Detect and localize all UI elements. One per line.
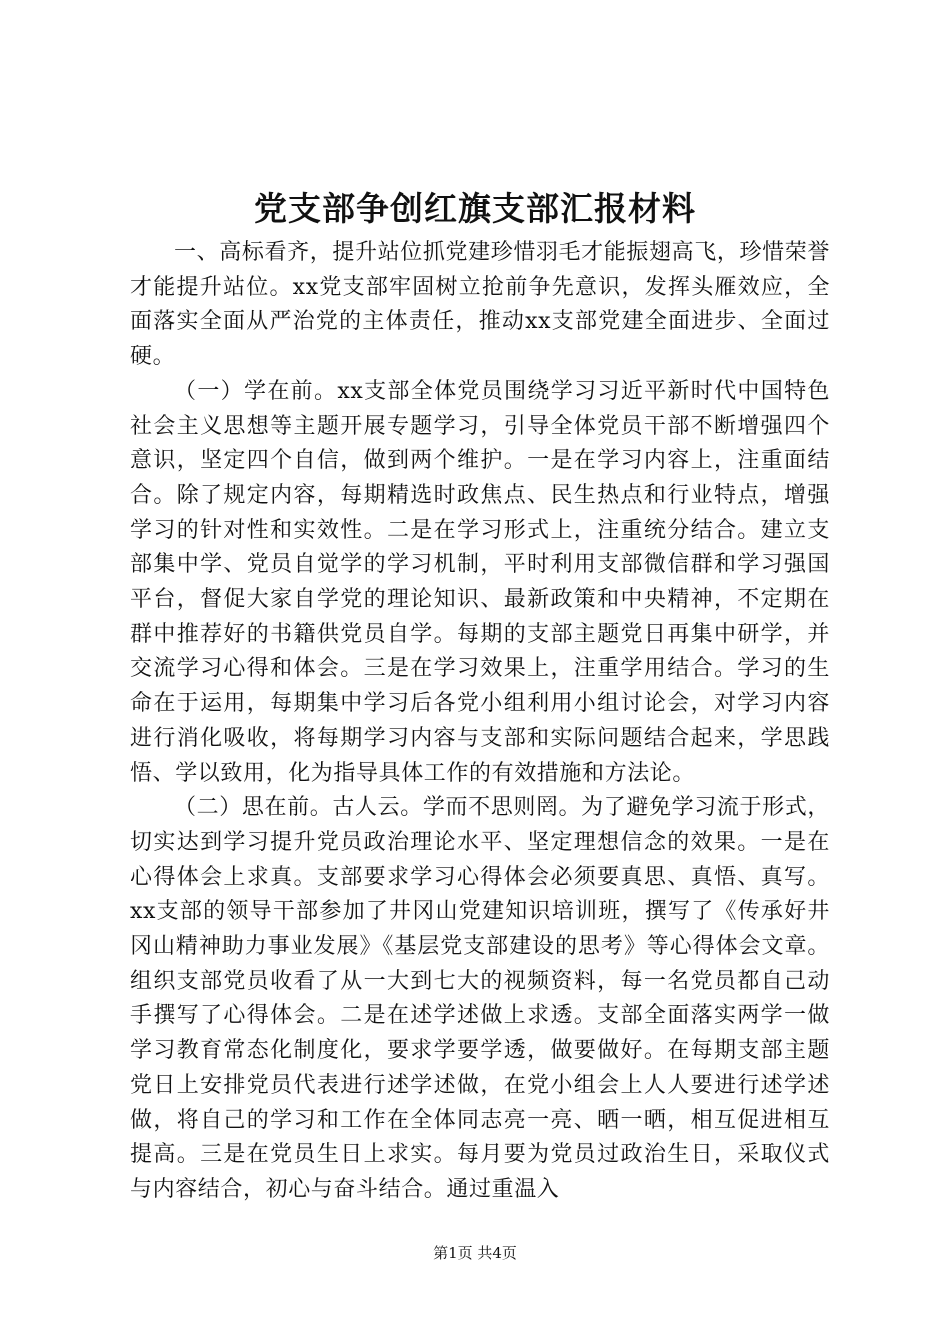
paragraph-2: （一）学在前。xx支部全体党员围绕学习习近平新时代中国特色社会主义思想等主题开展专题学习，引导全体党员干部不断增强四个意识，坚定四个自信，做到两个维护。一是在学习内容上，注重面结合。除了规定内容，每期精选时政焦点、民生热点和行业特点，增强学习的针对性和实效性。二是在学习形式上，注重统分结合。建立支部集中学、党员自觉学的学习机制，平时利用支部微信群和学习强国平台，督促大家自学党的理论知识、最新政策和中央精神，不定期在群中推荐好的书籍供党员自学。每期的支部主题党日再集中研学，并交流学习心得和体会。三是在学习效果上，注重学用结合。学习的生命在于运用，每期集中学习后各党小组利用小组讨论会，对学习内容进行消化吸收，将每期学习内容与支部和实际问题结合起来，学思践悟、学以致用，化为指导具体工作的有效措施和方法论。 [130,378,830,786]
paragraph-1: 一、高标看齐，提升站位抓党建珍惜羽毛才能振翅高飞，珍惜荣誉才能提升站位。xx党支部牢固树立抢前争先意识，发挥头雁效应，全面落实全面从严治党的主体责任，推动xx支部党建全面进步、全面过硬。 [130,240,830,370]
document-title: 党支部争创红旗支部汇报材料 [254,189,696,228]
page-footer: 第1页 共4页 [433,1244,517,1262]
paragraph-3: （二）思在前。古人云。学而不思则罔。为了避免学习流于形式，切实达到学习提升党员政治理论水平、坚定理想信念的效果。一是在心得体会上求真。支部要求学习心得体会必须要真思、真悟、真写。xx支部的领导干部参加了井冈山党建知识培训班，撰写了《传承好井冈山精神助力事业发展》《基层党支部建设的思考》等心得体会文章。组织支部党员收看了从一大到七大的视频资料，每一名党员都自己动手撰写了心得体会。二是在述学述做上求透。支部全面落实两学一做学习教育常态化制度化，要求学要学透，做要做好。在每期支部主题党日上安排党员代表进行述学述做，在党小组会上人人要进行述学述做，将自己的学习和工作在全体同志亮一亮、晒一晒，相互促进相互提高。三是在党员生日上求实。每月要为党员过政治生日，采取仪式与内容结合，初心与奋斗结合。通过重温入 [130,795,830,1202]
document-body [130,236,830,1208]
